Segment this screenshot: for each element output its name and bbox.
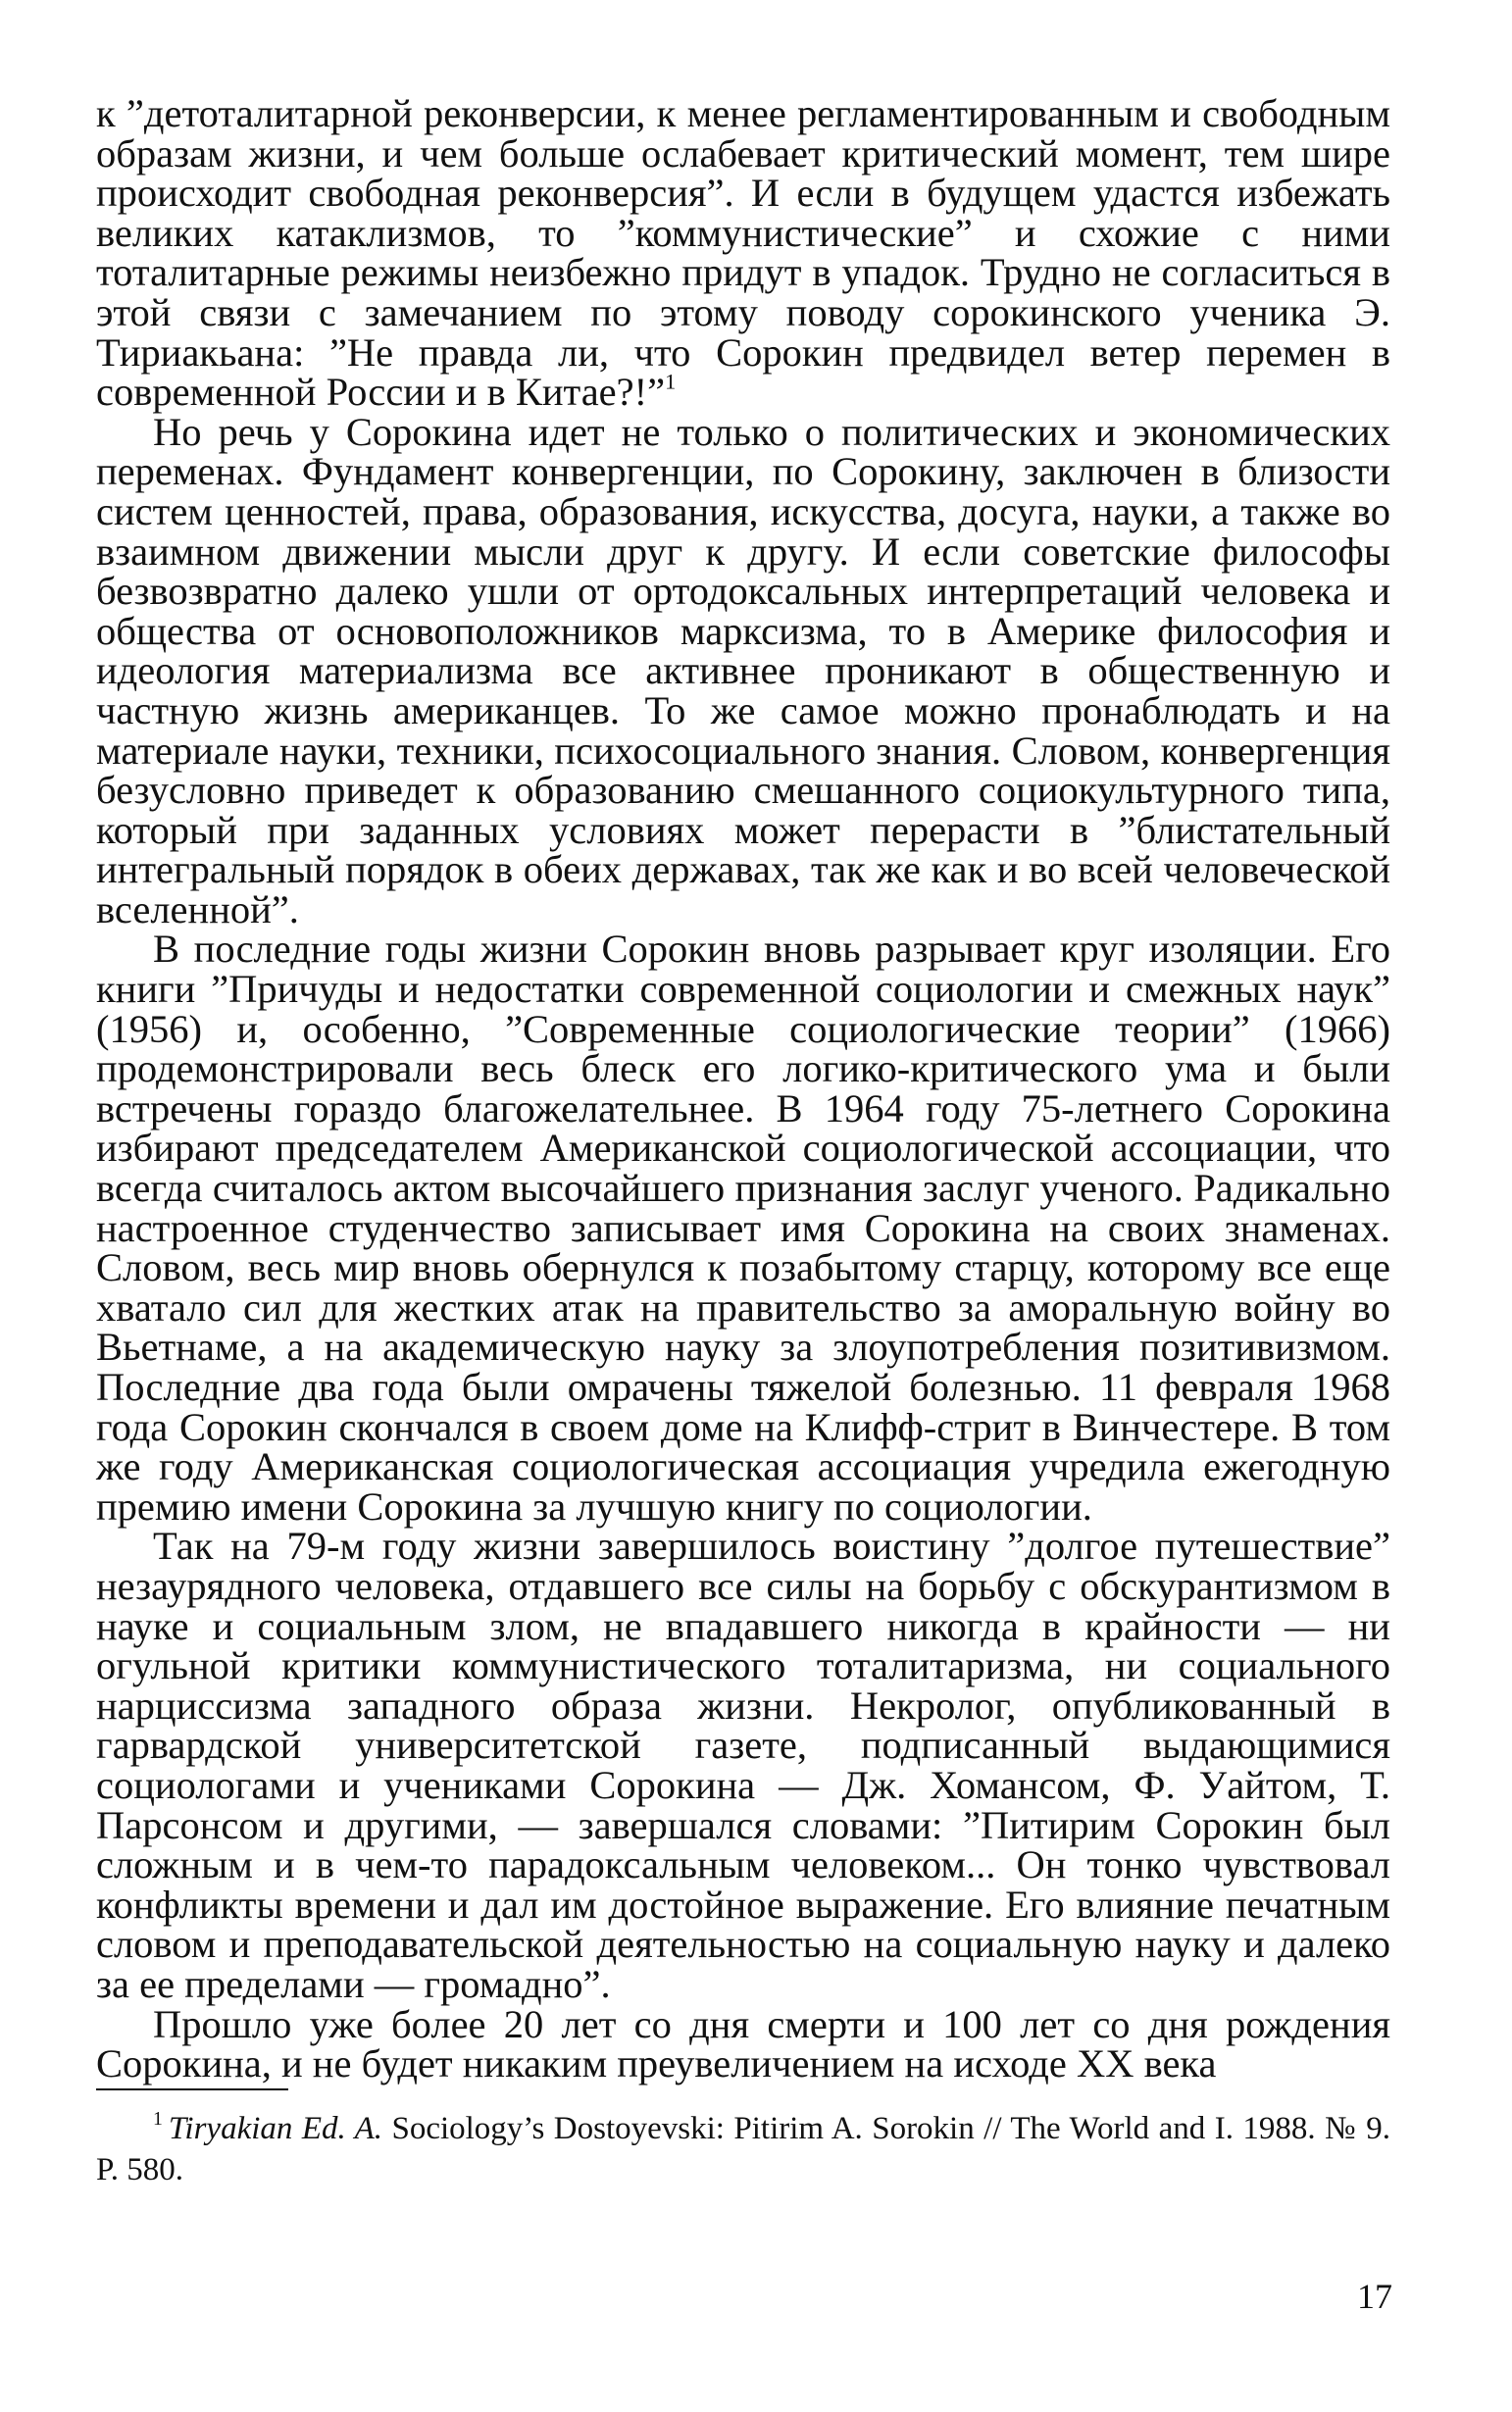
- footnote-line: [96, 2108, 1390, 2190]
- paragraph-4: Так на 79-м году жизни завершилось воистину ”долгое путешествие” незаурядного человека, отдавшего все силы на борьбу с обскурантизмом в науке и социальным злом, не впадавшего никогда в крайности — ни огульной критики коммунистического тоталитаризма, ни социального нарциссизма западного образа жизни. Некролог, опубликованный в гарвардской университетской газете, подписанный выдающимися социологами и учениками Сорокина — Дж. Хомансом, Ф. Уайтом, Т. Парсонсом и другими, — завершался словами: ”Питирим Сорокин был сложным и в чем-то парадоксальным человеком... Он тонко чувствовал конфликты времени и дал им достойное выражение. Его влияние печатным словом и преподавательской деятельностью на социальную науку и далеко за ее пределами — громадно”.: [96, 1524, 1390, 2006]
- paragraph-2: Но речь у Сорокина идет не только о политических и экономических переменах. Фундамент конвергенции, по Сорокину, заключен в близости систем ценностей, права, образования, искусства, досуга, науки, а также во взаимном движении мысли друг к другу. И если советские философы безвозвратно далеко ушли от ортодоксальных интерпретаций человека и общества от основоположников марксизма, то в Америке философия и идеология материализма все активнее проникают в общественную и частную жизнь американцев. То же самое можно пронаблюдать и на материале науки, техники, психосоциального знания. Словом, конвергенция безусловно приведет к образованию смешанного социокультурного типа, который при заданных условиях может перерасти в ”блистательный интегральный порядок в обеих державах, так же как и во всей человеческой вселенной”.: [96, 409, 1390, 931]
- footnote: [96, 2108, 1390, 2190]
- footnote-author: Tiryakian Ed. A.: [168, 2111, 383, 2146]
- main-text: [96, 91, 1390, 2086]
- page-number: 17: [1357, 2277, 1392, 2316]
- footnote-divider: [96, 2088, 288, 2090]
- paragraph-1: [96, 91, 1390, 415]
- footnote-reference: 1: [665, 369, 677, 394]
- footnote-text: Sociology’s Dostoyevski: Pitirim A. Sorokin // The World and I. 1988. № 9. P. 580.: [96, 2111, 1390, 2187]
- paragraph-3: В последние годы жизни Сорокин вновь разрывает круг изоляции. Его книги ”Причуды и недостатки современной социологии и смежных наук” (1956) и, особенно, ”Современные социологические теории” (1966) продемонстрировали весь блеск его логико-критического ума и были встречены гораздо благожелательнее. В 1964 году 75-летнего Сорокина избирают председателем Американской социологической ассоциации, что всегда считалось актом высочайшего признания заслуг ученого. Радикально настроенное студенчество записывает имя Сорокина на своих знаменах. Словом, весь мир вновь обернулся к позабытому старцу, которому все еще хватало сил для жестких атак на правительство за аморальную войну во Вьетнаме, а на академическую науку за злоупотребления позитивизмом. Последние два года были омрачены тяжелой болезнью. 11 февраля 1968 года Сорокин скончался в своем доме на Клифф-стрит в Винчестере. В том же году Американская социологическая ассоциация учредила ежегодную премию имени Сорокина за лучшую книгу по социологии.: [96, 927, 1390, 1529]
- footnote-mark: 1: [153, 2108, 163, 2131]
- paragraph-5: Прошло уже более 20 лет со дня смерти и 100 лет со дня рождения Сорокина, и не будет никаким преувеличением на исходе XX века: [96, 2001, 1390, 2086]
- paragraph-1-text: к ”детоталитарной реконверсии, к менее регламентированным и свободным образам жизни, и чем больше ослабевает критический момент, тем шире происходит свободная реконверсия”. И если в будущем удастся избежать великих катаклизмов, то ”коммунистические” и схожие с ними тоталитарные режимы неизбежно придут в упадок. Трудно не согласиться в этой связи с замечанием по этому поводу сорокинского ученика Э. Тириакьана: ”Не правда ли, что Сорокин предвидел ветер перемен в современной России и в Китае?!”: [96, 91, 1390, 415]
